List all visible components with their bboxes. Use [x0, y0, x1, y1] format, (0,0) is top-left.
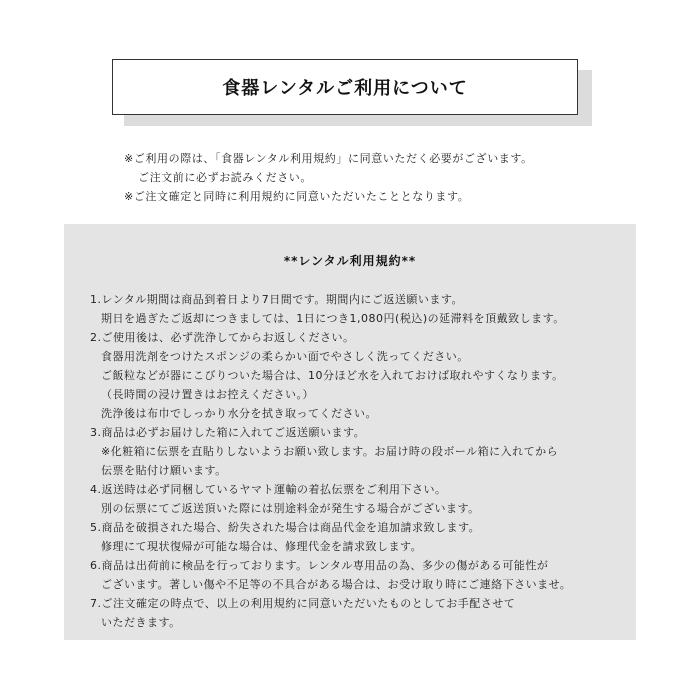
term-line: 別の伝票にてご返送頂いた際には別途料金が発生する場合がございます。 — [101, 502, 480, 515]
term-line: （長時間の浸け置きはお控えください。） — [101, 388, 314, 401]
term-line: 期日を過ぎたご返却につきましては、1日につき1,080円(税込)の延滞料を頂戴致します。 — [101, 312, 565, 325]
terms-panel — [64, 224, 636, 640]
term-line: ございます。著しい傷や不足等の不具合がある場合は、お受け取り時にご連絡下さいませ。 — [101, 578, 572, 591]
term-line: 伝票を貼付け願います。 — [101, 464, 227, 477]
title-box — [112, 59, 578, 115]
term-line: いただきます。 — [101, 616, 181, 629]
term-line: ※化粧箱に伝票を直貼りしないようお願い致します。お届け時の段ボール箱に入れてから — [101, 445, 559, 458]
notes — [124, 149, 644, 206]
term-line: 4.返送時は必ず同梱しているヤマト運輸の着払伝票をご利用下さい。 — [90, 483, 447, 496]
term-line: 2.ご使用後は、必ず洗浄してからお返しください。 — [90, 331, 355, 344]
term-line: 洗浄後は布巾でしっかり水分を拭き取ってください。 — [101, 407, 377, 420]
term-line: 7.ご注文確定の時点で、以上の利用規約に同意いただいたものとしてお手配させて — [90, 597, 516, 610]
page-title: 食器レンタルご利用について — [222, 78, 468, 99]
terms-heading: **レンタル利用規約** — [283, 254, 417, 268]
term-line: 修理にて現状復帰が可能な場合は、修理代金を請求致します。 — [101, 540, 423, 553]
term-line: 3.商品は必ずお届けした箱に入れてご返送願います。 — [90, 426, 366, 439]
term-line: 食器用洗剤をつけたスポンジの柔らかい面でやさしく洗ってください。 — [101, 350, 469, 363]
term-line: ご飯粒などが器にこびりついた場合は、10分ほど水を入れておけば取れやすくなります。 — [101, 369, 564, 382]
term-line: 6.商品は出荷前に検品を行っております。レンタル専用品の為、多少の傷がある可能性が — [90, 559, 549, 572]
term-line: 5.商品を破損された場合、紛失された場合は商品代金を追加請求致します。 — [90, 521, 481, 534]
note-line: ※ご利用の際は、「食器レンタル利用規約」に同意いただく必要がございます。 — [124, 152, 533, 165]
term-line: 1.レンタル期間は商品到着日より7日間です。期間内にご返送願います。 — [90, 293, 464, 306]
terms-list — [90, 290, 630, 632]
note-line: ※ご注文確定と同時に利用規約に同意いただいたこととなります。 — [124, 190, 470, 203]
note-line: ご注文前に必ずお読みください。 — [138, 171, 312, 184]
